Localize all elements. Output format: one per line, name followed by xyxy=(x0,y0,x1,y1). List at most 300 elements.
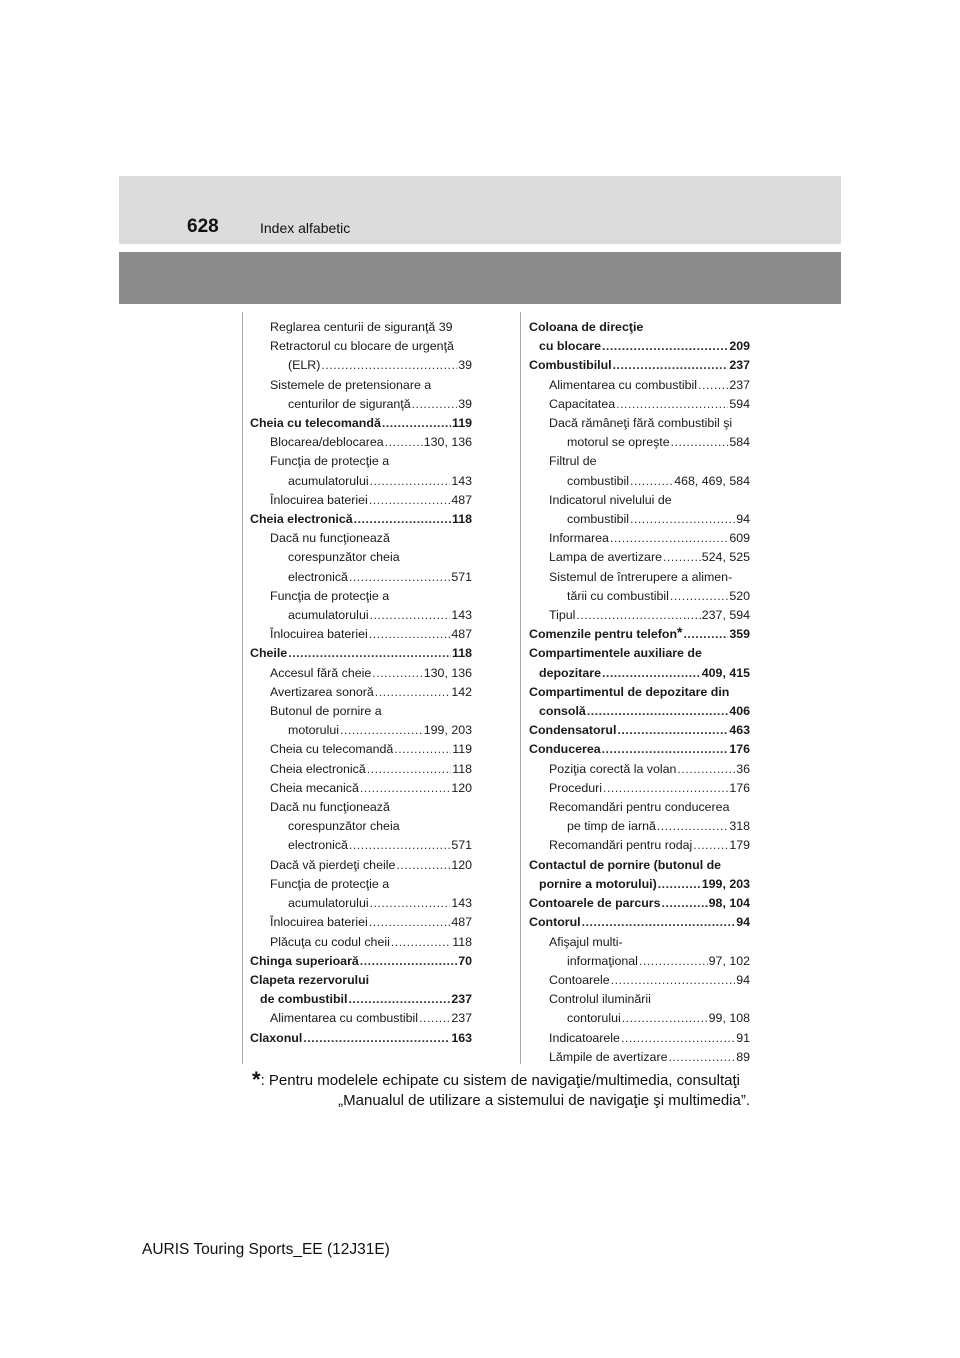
page-reference: 584 xyxy=(729,435,750,450)
index-subentry xyxy=(529,376,750,395)
page-reference: 237 xyxy=(451,992,472,1007)
dot-leader xyxy=(370,472,451,491)
page-reference: 143 xyxy=(451,473,472,488)
entry-row xyxy=(288,472,472,491)
entry-line: Coloana de direcţie xyxy=(529,320,644,334)
entry-continuation xyxy=(250,990,472,1009)
entry-line: Funcţia de protecţie a xyxy=(270,876,390,891)
entry-text: electronică xyxy=(288,569,348,584)
page-reference: 199, 203 xyxy=(701,876,750,891)
entry-continuation xyxy=(549,587,750,606)
dot-leader xyxy=(369,913,451,932)
page-reference: 199, 203 xyxy=(423,723,472,738)
entry-line: Clapeta rezervorului xyxy=(250,972,370,987)
index-entry xyxy=(529,740,750,759)
entry-text: Cheile xyxy=(250,646,288,661)
dot-leader xyxy=(610,529,728,548)
dot-leader xyxy=(662,894,708,913)
dot-leader xyxy=(375,683,451,702)
entry-text: Cheia electronică xyxy=(270,761,366,776)
index-entry xyxy=(529,356,750,375)
entry-row xyxy=(529,740,750,759)
index-entry xyxy=(529,625,750,644)
entry-row: Comenzile pentru telefon * ..... 359 xyxy=(529,625,750,644)
entry-row xyxy=(549,376,750,395)
page-reference: 118 xyxy=(452,646,472,661)
entry-continuation xyxy=(270,472,472,491)
entry-text: Informarea xyxy=(549,531,609,546)
entry-text: pe timp de iarnă xyxy=(567,819,656,834)
entry-row xyxy=(539,875,750,894)
index-subentry xyxy=(529,395,750,414)
index-entry xyxy=(250,1029,472,1048)
entry-text: Cheia cu telecomandă xyxy=(270,742,394,757)
index-subentry xyxy=(529,1048,750,1067)
entry-text: Înlocuirea bateriei xyxy=(270,915,368,930)
entry-text: centurilor de siguranţă xyxy=(288,396,411,411)
index-subentry xyxy=(250,875,472,913)
page-reference: 98, 104 xyxy=(708,896,750,911)
entry-row xyxy=(270,740,472,759)
dot-leader xyxy=(385,433,423,452)
entry-continuation xyxy=(549,817,750,836)
entry-row xyxy=(567,1009,750,1028)
page-reference: 143 xyxy=(451,608,472,623)
page-reference: 237 xyxy=(451,1011,472,1026)
dot-leader xyxy=(360,952,457,971)
entry-row xyxy=(549,760,750,779)
entry-text: Conducerea xyxy=(529,742,601,757)
dot-leader xyxy=(622,1009,708,1028)
entry-row xyxy=(567,433,750,452)
entry-row xyxy=(288,395,472,414)
entry-text: Comenzile pentru telefon xyxy=(529,627,678,642)
entry-row xyxy=(270,683,472,702)
entry-line: Dacă rămâneţi fără combustibil şi xyxy=(549,416,733,431)
entry-line: Afişajul multi- xyxy=(549,934,623,949)
page-reference: 176 xyxy=(729,780,750,795)
page-reference: 487 xyxy=(451,627,472,642)
footer-model: AURIS Touring Sports_EE (12J31E) xyxy=(142,1241,390,1258)
dot-leader xyxy=(616,395,728,414)
entry-line: Retractorul cu blocare de urgenţă xyxy=(270,339,454,354)
entry-text: Contorul xyxy=(529,915,581,930)
entry-text: Chinga superioară xyxy=(250,953,359,968)
dot-leader xyxy=(391,933,451,952)
entry-continuation xyxy=(549,1009,750,1028)
page-reference: 487 xyxy=(451,492,472,507)
index-subentry xyxy=(250,318,472,337)
entry-line: Compartimentul de depozitare din xyxy=(529,684,730,699)
entry-continuation xyxy=(270,606,472,625)
entry-text: Accesul fără cheie xyxy=(270,665,372,680)
entry-continuation xyxy=(549,952,750,971)
page-reference: 594 xyxy=(729,396,750,411)
page-reference: 468, 469, 584 xyxy=(674,473,750,488)
page-reference: 163 xyxy=(451,1030,472,1045)
entry-continuation xyxy=(549,472,750,491)
dot-leader xyxy=(602,740,729,759)
index-subentry xyxy=(250,856,472,875)
dot-leader xyxy=(360,779,450,798)
dot-leader xyxy=(639,952,708,971)
dot-leader xyxy=(630,510,735,529)
page-reference: 237, 594 xyxy=(701,608,750,623)
entry-row xyxy=(549,779,750,798)
entry-row xyxy=(270,1009,472,1028)
entry-line: Recomandări pentru conducerea xyxy=(549,800,730,815)
section-title: Index alfabetic xyxy=(260,220,351,236)
entry-line: Contactul de pornire (butonul de xyxy=(529,857,722,872)
page-reference: 463 xyxy=(729,723,750,738)
entry-row xyxy=(567,952,750,971)
page-reference: 609 xyxy=(729,531,750,546)
column-rule-left xyxy=(242,312,243,1064)
entry-row xyxy=(549,1029,750,1048)
entry-text: depozitare xyxy=(539,665,601,680)
page-reference: 142 xyxy=(451,684,472,699)
index-subentry xyxy=(529,568,750,606)
entry-continuation xyxy=(529,875,750,894)
entry-continuation xyxy=(270,356,472,375)
entry-line: Dacă nu funcţionează xyxy=(270,531,390,546)
entry-continuation xyxy=(529,702,750,721)
entry-text: de combustibil xyxy=(260,992,348,1007)
page-reference: 120 xyxy=(451,780,472,795)
index-subentry xyxy=(250,798,472,856)
entry-row xyxy=(270,913,472,932)
entry-continuation xyxy=(529,664,750,683)
page-reference: 143 xyxy=(451,896,472,911)
entry-line: corespunzător cheia xyxy=(288,550,400,565)
index-subentry xyxy=(250,683,472,702)
dot-leader xyxy=(394,740,451,759)
entry-text: motorului xyxy=(288,723,339,738)
entry-row xyxy=(250,952,472,971)
entry-row xyxy=(549,606,750,625)
entry-text: consolă xyxy=(539,704,586,719)
entry-row xyxy=(549,529,750,548)
index-subentry xyxy=(250,337,472,375)
dot-leader xyxy=(613,356,729,375)
dot-leader xyxy=(370,894,451,913)
index-subentry xyxy=(250,779,472,798)
entry-continuation xyxy=(270,721,472,740)
page-reference: 119 xyxy=(452,742,472,757)
page-reference: 571 xyxy=(451,838,472,853)
entry-text: combustibil xyxy=(567,473,629,488)
index-subentry xyxy=(250,1009,472,1028)
index-subentry xyxy=(250,702,472,740)
entry-row xyxy=(529,356,750,375)
index-column-2 xyxy=(529,318,750,1067)
dot-leader xyxy=(668,1048,735,1067)
entry-text: acumulatorului xyxy=(288,608,369,623)
entry-row xyxy=(250,414,472,433)
entry-row xyxy=(549,548,750,567)
index-subentry xyxy=(250,740,472,759)
entry-line: Dacă nu funcţionează xyxy=(270,800,390,815)
entry-text: combustibil xyxy=(567,512,629,527)
index-subentry xyxy=(529,529,750,548)
entry-row xyxy=(270,760,472,779)
entry-continuation xyxy=(529,337,750,356)
page-reference: 406 xyxy=(729,704,750,719)
footnote-line-2: „Manualul de utilizare a sistemului de navigaţie şi multimedia”. xyxy=(338,1092,750,1109)
index-subentry xyxy=(529,491,750,529)
index-entry xyxy=(250,644,472,663)
page-reference: 209 xyxy=(729,339,750,354)
page-reference: 70 xyxy=(458,953,472,968)
index-subentry xyxy=(250,760,472,779)
page-reference: 118 xyxy=(452,934,472,949)
index-subentry xyxy=(250,913,472,932)
dot-leader xyxy=(663,548,701,567)
index-subentry xyxy=(529,990,750,1028)
dot-leader xyxy=(657,817,728,836)
dot-leader xyxy=(349,568,450,587)
index-subentry xyxy=(529,836,750,855)
entry-text: Cheia cu telecomandă xyxy=(250,416,381,431)
entry-row xyxy=(567,817,750,836)
entry-continuation xyxy=(270,836,472,855)
header-band xyxy=(119,176,841,244)
dot-leader xyxy=(658,875,701,894)
entry-text: Lămpile de avertizare xyxy=(549,1049,668,1064)
entry-text: Condensatorul xyxy=(529,723,617,738)
entry-text: Proceduri xyxy=(549,780,603,795)
entry-row xyxy=(529,913,750,932)
page-reference: 94 xyxy=(736,972,750,987)
entry-text: Combustibilul xyxy=(529,358,612,373)
entry-row xyxy=(567,472,750,491)
page-reference: 119 xyxy=(452,416,472,431)
index-entry xyxy=(250,414,472,433)
entry-continuation xyxy=(270,395,472,414)
dot-leader xyxy=(698,376,728,395)
entry-row xyxy=(270,779,472,798)
dot-leader xyxy=(321,356,457,375)
index-subentry xyxy=(250,933,472,952)
entry-continuation xyxy=(549,510,750,529)
page-reference: 130, 136 xyxy=(423,435,472,450)
entry-text: electronică xyxy=(288,838,348,853)
entry-text: Dacă vă pierdeţi cheile xyxy=(270,857,396,872)
entry-text: Claxonul xyxy=(250,1030,303,1045)
index-entry xyxy=(529,894,750,913)
index-subentry xyxy=(250,452,472,490)
dot-leader xyxy=(621,1029,735,1048)
page-reference: 237 xyxy=(729,377,750,392)
dot-leader xyxy=(602,337,728,356)
entry-text: Poziţia corectă la volan xyxy=(549,761,677,776)
page-reference: 571 xyxy=(451,569,472,584)
entry-text: Recomandări pentru rodaj xyxy=(549,838,693,853)
entry-text: Cheia electronică xyxy=(250,512,353,527)
page-reference: 179 xyxy=(729,838,750,853)
entry-text: informaţional xyxy=(567,953,638,968)
entry-continuation xyxy=(270,894,472,913)
entry-continuation xyxy=(270,568,472,587)
index-subentry xyxy=(529,760,750,779)
entry-text: Cheia mecanică xyxy=(270,780,359,795)
dot-leader xyxy=(587,702,728,721)
dot-leader xyxy=(576,606,700,625)
page-reference: 118 xyxy=(452,512,472,527)
dot-leader xyxy=(382,414,451,433)
entry-text: motorul se opreşte xyxy=(567,435,670,450)
page-number: 628 xyxy=(187,216,219,237)
index-entry xyxy=(529,318,750,356)
index-entry xyxy=(529,856,750,894)
dot-leader xyxy=(349,836,450,855)
entry-text: acumulatorului xyxy=(288,896,369,911)
dot-leader xyxy=(354,510,451,529)
entry-line: Reglarea centurii de siguranţă 39 xyxy=(270,320,453,334)
entry-row xyxy=(288,606,472,625)
entry-row xyxy=(270,625,472,644)
dot-leader xyxy=(372,664,423,683)
entry-text: Blocarea/deblocarea xyxy=(270,435,384,450)
entry-line: Filtrul de xyxy=(549,454,597,469)
index-entry xyxy=(250,510,472,529)
entry-row xyxy=(567,587,750,606)
dot-leader xyxy=(419,1009,450,1028)
entry-row xyxy=(567,510,750,529)
dot-leader xyxy=(630,472,673,491)
footnote-star: * xyxy=(252,1067,261,1092)
dot-leader xyxy=(670,587,728,606)
page-reference: 99, 108 xyxy=(708,1011,750,1026)
dot-leader xyxy=(693,836,728,855)
entry-row xyxy=(539,337,750,356)
entry-line: Controlul iluminării xyxy=(549,992,651,1007)
page-reference: 120 xyxy=(451,857,472,872)
column-rule-middle xyxy=(520,312,521,1064)
dot-leader xyxy=(582,913,736,932)
entry-text: Plăcuţa cu codul cheii xyxy=(270,934,390,949)
entry-row xyxy=(270,856,472,875)
entry-row xyxy=(270,933,472,952)
footnote-line-1: : Pentru modelele echipate cu sistem de navigaţie/multimedia, consultaţi xyxy=(260,1072,740,1089)
entry-text: acumulatorului xyxy=(288,473,369,488)
entry-text: Indicatoarele xyxy=(549,1030,620,1045)
index-subentry xyxy=(250,625,472,644)
index-subentry xyxy=(529,606,750,625)
entry-row xyxy=(549,395,750,414)
index-subentry xyxy=(529,548,750,567)
index-subentry xyxy=(250,529,472,587)
dot-leader xyxy=(303,1029,450,1048)
page-reference: 39 xyxy=(458,358,472,373)
entry-line: Funcţia de protecţie a xyxy=(270,588,390,603)
dot-leader xyxy=(288,644,451,663)
dot-leader xyxy=(677,760,735,779)
entry-text: contorului xyxy=(567,1011,621,1026)
dot-leader xyxy=(617,721,728,740)
index-entry xyxy=(529,683,750,721)
index-entry xyxy=(529,913,750,932)
entry-text: Alimentarea cu combustibil xyxy=(549,377,698,392)
index-subentry xyxy=(529,971,750,990)
page-reference: 318 xyxy=(729,819,750,834)
page-reference: 97, 102 xyxy=(708,953,750,968)
index-subentry xyxy=(529,933,750,971)
dot-leader xyxy=(602,664,701,683)
entry-row xyxy=(288,894,472,913)
entry-text: cu blocare xyxy=(539,339,601,354)
entry-row xyxy=(539,702,750,721)
entry-row xyxy=(270,491,472,510)
page-reference: 520 xyxy=(729,588,750,603)
dot-leader xyxy=(683,625,728,644)
index-subentry xyxy=(250,376,472,414)
page-reference: 359 xyxy=(729,627,750,642)
entry-line: corespunzător cheia xyxy=(288,819,400,834)
dot-leader xyxy=(369,625,451,644)
entry-row xyxy=(288,568,472,587)
entry-text: tării cu combustibil xyxy=(567,588,669,603)
index-subentry xyxy=(529,452,750,490)
entry-row xyxy=(549,971,750,990)
page-reference: 89 xyxy=(736,1049,750,1064)
entry-row xyxy=(529,721,750,740)
entry-text: Capacitatea xyxy=(549,396,616,411)
page-reference: 524, 525 xyxy=(701,550,750,565)
dot-leader xyxy=(370,606,451,625)
entry-line: Indicatorul nivelului de xyxy=(549,492,672,507)
entry-text: (ELR) xyxy=(288,358,321,373)
entry-text: Alimentarea cu combustibil xyxy=(270,1011,419,1026)
header-dark-band xyxy=(119,252,841,304)
index-subentry xyxy=(529,779,750,798)
entry-row xyxy=(288,721,472,740)
page-reference: 176 xyxy=(729,742,750,757)
index-subentry xyxy=(529,1029,750,1048)
entry-row xyxy=(250,644,472,663)
entry-row xyxy=(529,894,750,913)
dot-leader xyxy=(611,971,736,990)
page-reference: 409, 415 xyxy=(701,665,750,680)
entry-line: Funcţia de protecţie a xyxy=(270,454,390,469)
page-reference: 487 xyxy=(451,915,472,930)
page-reference: 36 xyxy=(736,761,750,776)
index-entry xyxy=(529,644,750,682)
index-entry xyxy=(529,721,750,740)
index-entry xyxy=(250,952,472,971)
index-subentry xyxy=(250,491,472,510)
entry-row xyxy=(549,836,750,855)
dot-leader xyxy=(340,721,423,740)
entry-text: Contoarele de parcurs xyxy=(529,896,661,911)
entry-text: Contoarele xyxy=(549,972,610,987)
entry-text: Înlocuirea bateriei xyxy=(270,492,368,507)
dot-leader xyxy=(348,990,450,1009)
entry-row xyxy=(270,664,472,683)
index-column-1 xyxy=(250,318,472,1048)
dot-leader xyxy=(671,433,729,452)
dot-leader xyxy=(396,856,450,875)
index-entry xyxy=(250,971,472,1009)
entry-line: Butonul de pornire a xyxy=(270,704,382,719)
entry-line: Sistemul de întrerupere a alimen- xyxy=(549,569,733,584)
page-reference: 130, 136 xyxy=(423,665,472,680)
index-subentry xyxy=(250,433,472,452)
dot-leader xyxy=(603,779,728,798)
entry-continuation xyxy=(549,433,750,452)
entry-row xyxy=(250,510,472,529)
entry-line: Sistemele de pretensionare a xyxy=(270,377,432,392)
